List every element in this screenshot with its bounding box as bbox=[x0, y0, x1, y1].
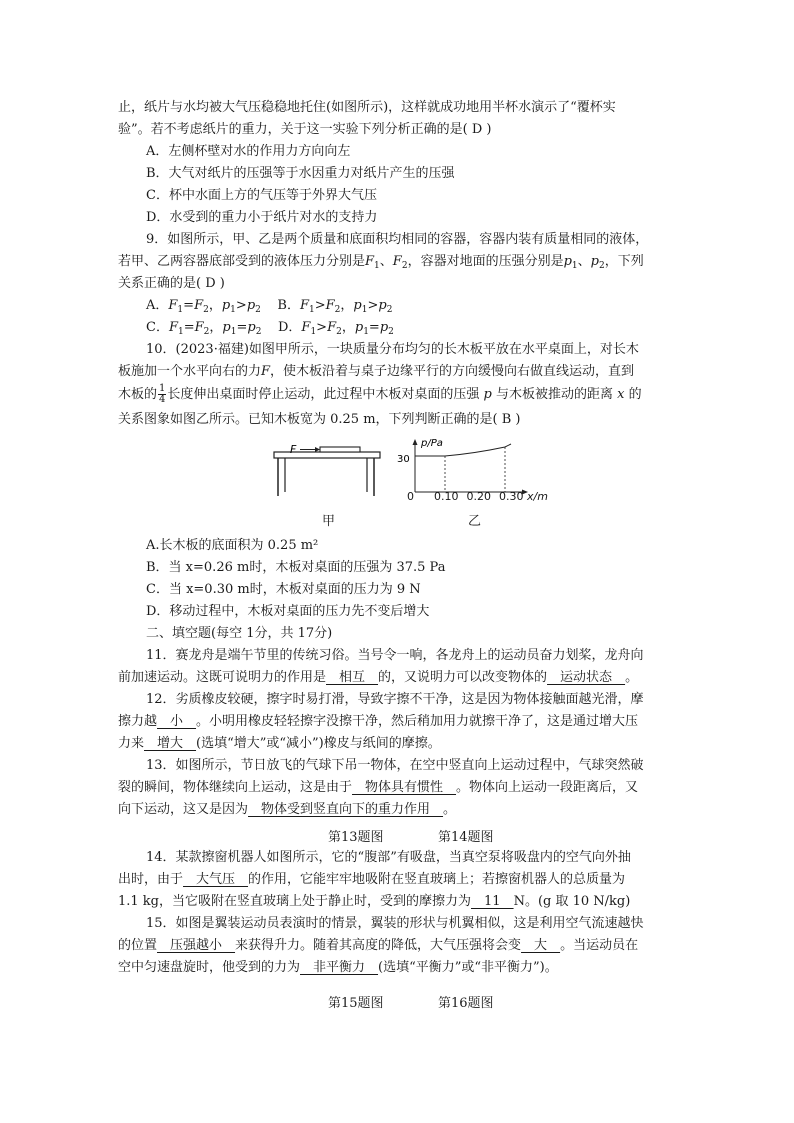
q10-line4: 关系图象如图乙所示。已知木板宽为 0.25 m，下列判断正确的是( B ) bbox=[118, 412, 521, 427]
q15-answer-2: 大 bbox=[521, 938, 561, 953]
q15-line3: 空中匀速盘旋时，他受到的力为 非平衡力 (选填“平衡力”或“非平衡力”)。 bbox=[118, 960, 558, 975]
q13-answer-1: 物体具有惯性 bbox=[352, 780, 457, 795]
q9-line2: 若甲、乙两容器底部受到的液体压力分别是$F_1$、$F_2$，容器对地面的压强分别是$p_1$、$p_2$，下列 bbox=[118, 254, 644, 271]
q10-line2: 板施加一个水平向右的力F，使木板沿着与桌子边缘平行的方向缓慢向右做直线运动，直到 bbox=[118, 364, 635, 379]
section-title-fill-blanks: 二、填空题(每空 1分，共 17分) bbox=[146, 626, 333, 641]
q9-line1: 9．如图所示，甲、乙是两个质量和底面积均相同的容器，容器内装有质量相同的液体， bbox=[146, 232, 649, 247]
q8-line2: 验”。若不考虑纸片的重力，关于这一实验下列分析正确的是( D ) bbox=[118, 122, 492, 137]
q8-option-d: D．水受到的重力小于纸片对水的支持力 bbox=[146, 210, 378, 225]
y-axis-label: p/Pa bbox=[421, 438, 443, 449]
q10-option-d: D．移动过程中，木板对桌面的压力先不变后增大 bbox=[146, 604, 430, 619]
force-arrow-head bbox=[315, 447, 320, 452]
q10-option-c: C．当 x=0.30 m时，木板对桌面的压力为 9 N bbox=[146, 582, 421, 597]
q13-line2: 裂的瞬间，物体继续向上运动，这是由于 物体具有惯性 。物体向上运动一段距离后，又 bbox=[118, 780, 639, 795]
q8-option-a: A．左侧杯壁对水的作用力方向向左 bbox=[146, 144, 351, 159]
q11-line2: 前加速运动。这既可说明力的作用是 相互 的，又说明力可以改变物体的 运动状态 。 bbox=[118, 670, 639, 685]
figure-jia-table bbox=[270, 440, 385, 500]
x-tick-0.30: 0.30 bbox=[499, 490, 524, 503]
force-label: F bbox=[290, 443, 297, 456]
q9-options-ab: A．$F_1=F_2$，$p_1>p_2$ B．$F_1>F_2$，$p_1>p_2$ bbox=[146, 298, 393, 315]
x-axis-label: x/m bbox=[527, 490, 548, 503]
q12-answer-2: 增大 bbox=[144, 736, 197, 751]
x-tick-0.20: 0.20 bbox=[466, 490, 491, 503]
figure-caption-q16: 第16题图 bbox=[438, 996, 494, 1011]
q11-answer-2: 运动状态 bbox=[547, 670, 626, 685]
wooden-board bbox=[320, 447, 360, 452]
q9-options-cd: C．$F_1=F_2$，$p_1=p_2$ D．$F_1>F_2$，$p_1=p_2$ bbox=[146, 320, 394, 337]
x-tick-0: 0 bbox=[407, 490, 414, 503]
q8-option-c: C．杯中水面上方的气压等于外界大气压 bbox=[146, 188, 377, 203]
x-tick-labels bbox=[407, 490, 548, 503]
figure-caption-jia: 甲 bbox=[322, 514, 336, 529]
chart-marks bbox=[415, 444, 511, 492]
q10-option-b: B．当 x=0.26 m时，木板对桌面的压强为 37.5 Pa bbox=[146, 560, 446, 575]
q12-answer-1: 小 bbox=[157, 714, 197, 729]
q10-line1: 10．(2023·福建)如图甲所示，一块质量分布均匀的长木板平放在水平桌面上，对长木 bbox=[146, 342, 639, 357]
figure-caption-yi: 乙 bbox=[468, 514, 482, 529]
q14-answer-1: 大气压 bbox=[183, 872, 249, 887]
x-tick-0.10: 0.10 bbox=[434, 490, 459, 503]
q14-line3: 1.1 kg，当它吸附在竖直玻璃上处于静止时，受到的摩擦力为 11 N。(g 取 10 N/kg) bbox=[118, 894, 631, 909]
q11-answer-1: 相互 bbox=[326, 670, 379, 685]
q8-line1: 止，纸片与水均被大气压稳稳地托住(如图所示)，这样就成功地用半杯水演示了“覆杯实 bbox=[118, 100, 616, 115]
q14-answer-2: 11 bbox=[471, 894, 514, 909]
q10-line3: 木板的 $\frac{1}{4}$ 长度伸出桌面时停止运动，此过程中木板对桌面的压强 p 与木板被推动的距离 x 的 bbox=[118, 383, 642, 405]
q15-line2: 的位置 压强越小 来获得升力。随着其高度的降低，大气压强将会变 大 。当运动员在 bbox=[118, 938, 639, 953]
y-axis-arrow bbox=[413, 439, 418, 445]
q13-line1: 13．如图所示，节日放飞的气球下吊一物体，在空中竖直向上运动过程中，气球突然破 bbox=[146, 758, 644, 773]
q15-answer-1: 压强越小 bbox=[157, 938, 236, 953]
q9-line3: 关系正确的是( D ) bbox=[118, 276, 225, 291]
q10-option-a: A.长木板的底面积为 0.25 m² bbox=[146, 538, 319, 553]
q13-answer-2: 物体受到竖直向下的重力作用 bbox=[248, 802, 444, 817]
q12-line1: 12．劣质橡皮较硬，擦字时易打滑，导致字擦不干净，这是因为物体接触面越光滑，摩 bbox=[146, 692, 644, 707]
figure-caption-q14: 第14题图 bbox=[438, 830, 494, 845]
fraction-one-quarter: $\frac{1}{4}$ bbox=[159, 383, 166, 405]
q13-line3: 向下运动，这又是因为 物体受到竖直向下的重力作用 。 bbox=[118, 802, 457, 817]
q15-line1: 15．如图是翼装运动员表演时的情景，翼装的形状与机翼相似，这是利用空气流速越快 bbox=[146, 916, 644, 931]
q8-option-b: B．大气对纸片的压强等于水因重力对纸片产生的压强 bbox=[146, 166, 455, 181]
y-tick-30: 30 bbox=[397, 454, 410, 465]
q15-answer-3: 非平衡力 bbox=[300, 960, 379, 975]
figure-caption-q15: 第15题图 bbox=[328, 996, 384, 1011]
q14-line2: 出时，由于 大气压 的作用，它能牢牢地吸附在竖直玻璃上；若擦窗机器人的总质量为 bbox=[118, 872, 626, 887]
q12-line2: 擦力越 小 。小明用橡皮轻轻擦字没擦干净，然后稍加用力就擦干净了，这是通过增大压 bbox=[118, 714, 639, 729]
figure-caption-q13: 第13题图 bbox=[328, 830, 384, 845]
q12-line3: 力来 增大 (选填“增大”或“减小”)橡皮与纸间的摩擦。 bbox=[118, 736, 441, 751]
q11-line1: 11．赛龙舟是端午节里的传统习俗。当号令一响，各龙舟上的运动员奋力划桨，龙舟向 bbox=[146, 648, 644, 663]
q14-line1: 14．某款擦窗机器人如图所示，它的“腹部”有吸盘，当真空泵将吸盘内的空气向外抽 bbox=[146, 850, 631, 865]
